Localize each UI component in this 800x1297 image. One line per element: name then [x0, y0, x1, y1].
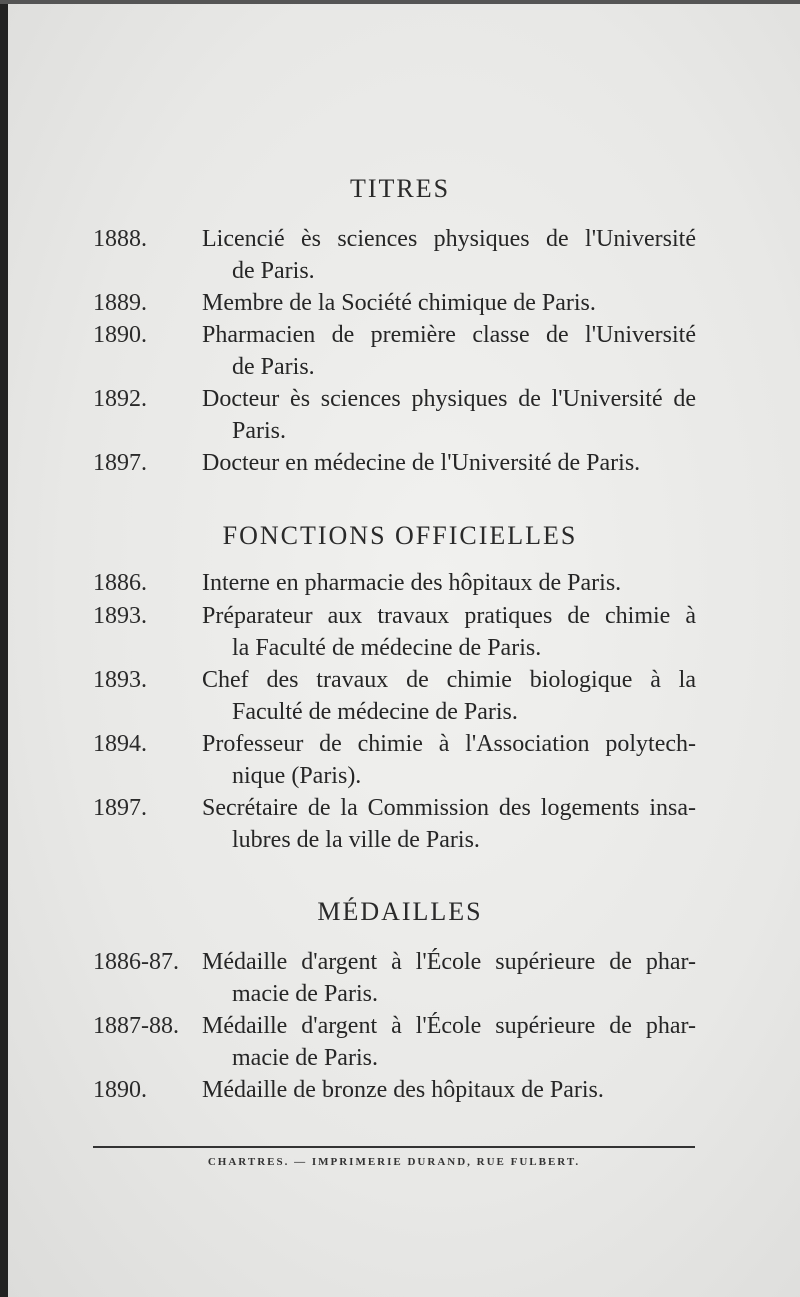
entry-line: Pharmacien de première classe de l'Université	[202, 322, 696, 348]
entry-year: 1892.	[93, 386, 147, 412]
entry-text	[202, 287, 696, 319]
entry-line: Préparateur aux travaux pratiques de chimie à	[202, 603, 696, 629]
entry-line: la Faculté de médecine de Paris.	[232, 635, 542, 661]
entry-line: lubres de la ville de Paris.	[232, 827, 480, 853]
entry-text	[202, 1010, 696, 1074]
entry-year: 1886.	[93, 570, 147, 596]
section-heading-fonctions: FONCTIONS OFFICIELLES	[222, 521, 578, 550]
footer-divider	[93, 1146, 695, 1148]
entry-line: Docteur ès sciences physiques de l'Université de	[202, 386, 696, 412]
entry-year: 1894.	[93, 731, 147, 757]
entry-text	[202, 567, 696, 599]
entry-text	[202, 447, 696, 479]
printer-imprint: CHARTRES. — IMPRIMERIE DURAND, RUE FULBERT.	[207, 1156, 581, 1168]
entry-line: de Paris.	[232, 354, 315, 380]
entry-line: Médaille de bronze des hôpitaux de Paris.	[202, 1077, 604, 1103]
entry-line: Paris.	[232, 418, 286, 444]
section-heading-titres: TITRES	[349, 174, 451, 203]
entry-text	[202, 946, 696, 1010]
entry-year: 1888.	[93, 226, 147, 252]
entry-line: Chef des travaux de chimie biologique à la	[202, 667, 696, 693]
entry-line: Professeur de chimie à l'Association polytech-	[202, 731, 696, 757]
entry-text	[202, 600, 696, 664]
entry-text	[202, 792, 696, 856]
entry-line: Docteur en médecine de l'Université de Paris.	[202, 450, 641, 476]
section-heading-medailles: MÉDAILLES	[317, 897, 483, 926]
entry-year: 1890.	[93, 1077, 147, 1103]
entry-year: 1887-88.	[93, 1013, 179, 1039]
entry-line: Interne en pharmacie des hôpitaux de Paris.	[202, 570, 622, 596]
entry-line: Médaille d'argent à l'École supérieure de phar-	[202, 949, 696, 975]
entry-year: 1897.	[93, 795, 147, 821]
entry-line: Membre de la Société chimique de Paris.	[202, 290, 596, 316]
entry-text	[202, 664, 696, 728]
entry-line: nique (Paris).	[232, 763, 362, 789]
entry-line: macie de Paris.	[232, 981, 378, 1007]
entry-year: 1890.	[93, 322, 147, 348]
entry-line: Secrétaire de la Commission des logements insa-	[202, 795, 696, 821]
entry-year: 1893.	[93, 667, 147, 693]
entry-line: Licencié ès sciences physiques de l'Université	[202, 226, 696, 252]
entry-text	[202, 1074, 696, 1106]
entry-year: 1893.	[93, 603, 147, 629]
page-top-edge	[0, 0, 800, 4]
entry-text	[202, 223, 696, 287]
entry-text	[202, 728, 696, 792]
entry-text	[202, 319, 696, 383]
entry-year: 1886-87.	[93, 949, 179, 975]
entry-text	[202, 383, 696, 447]
entry-year: 1889.	[93, 290, 147, 316]
entry-year: 1897.	[93, 450, 147, 476]
entry-line: de Paris.	[232, 258, 315, 284]
entry-line: Médaille d'argent à l'École supérieure de phar-	[202, 1013, 696, 1039]
entry-line: Faculté de médecine de Paris.	[232, 699, 518, 725]
entry-line: macie de Paris.	[232, 1045, 378, 1071]
